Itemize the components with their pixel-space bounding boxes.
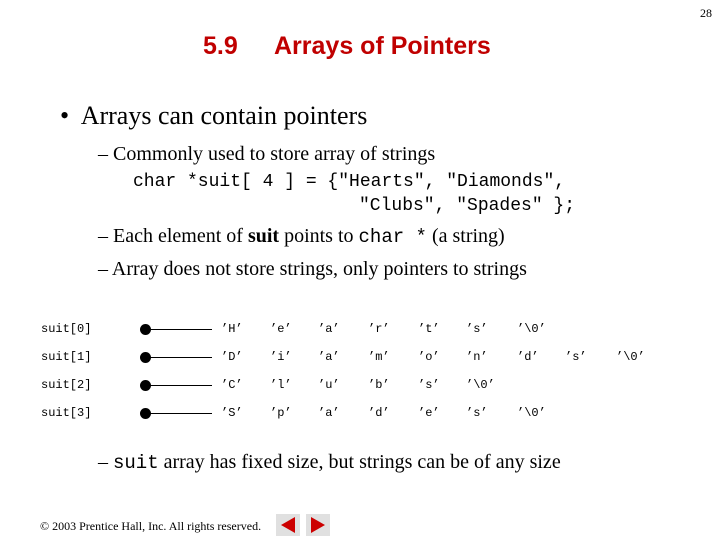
string-char: ’a’: [318, 322, 340, 336]
code-line-2: "Clubs", "Spades" };: [359, 196, 576, 216]
string-char: ’s’: [466, 406, 488, 420]
bullet-text: Arrays can contain pointers: [80, 101, 368, 130]
string-char: ’a’: [318, 350, 340, 364]
string-char: ’e’: [418, 406, 440, 420]
previous-slide-button[interactable]: [276, 514, 300, 536]
string-char: ’C’: [221, 378, 243, 392]
string-char: ’l’: [270, 378, 292, 392]
sub-bullet-2: [98, 225, 505, 248]
array-element-label: suit[2]: [41, 378, 92, 392]
main-bullet: [60, 101, 367, 131]
string-char: ’S’: [221, 406, 243, 420]
sub-bullet-2-pre: Each element of: [113, 225, 248, 247]
string-char: ’m’: [368, 350, 390, 364]
string-char: ’u’: [318, 378, 340, 392]
string-char: ’t’: [418, 322, 440, 336]
pointer-line: [150, 385, 212, 386]
sub-bullet-2-mid: points to: [279, 225, 359, 247]
dash: –: [98, 451, 108, 473]
string-char: ’s’: [466, 322, 488, 336]
array-element-label: suit[0]: [41, 322, 92, 336]
dash: –: [98, 258, 108, 280]
pointer-line: [150, 413, 212, 414]
slide-title: Arrays of Pointers: [274, 32, 491, 60]
suit-keyword: suit: [247, 225, 280, 247]
string-char: ’b’: [368, 378, 390, 392]
string-char: ’s’: [418, 378, 440, 392]
pointer-line: [150, 329, 212, 330]
string-char: ’i’: [270, 350, 292, 364]
array-element-label: suit[3]: [41, 406, 92, 420]
string-char: ’o’: [418, 350, 440, 364]
sub-bullet-4: [98, 451, 561, 474]
sub-bullet-3: [98, 258, 527, 281]
pointer-line: [150, 357, 212, 358]
dash: –: [98, 143, 108, 165]
string-char: ’p’: [270, 406, 292, 420]
dash: –: [98, 225, 108, 247]
right-arrow-icon: [306, 514, 330, 536]
string-char: ’e’: [270, 322, 292, 336]
string-char: ’\0’: [466, 378, 495, 392]
next-slide-button[interactable]: [306, 514, 330, 536]
string-char: ’\0’: [616, 350, 645, 364]
page-number: 28: [700, 6, 712, 20]
left-arrow-icon: [276, 514, 300, 536]
sub-bullet-1: [98, 143, 435, 166]
string-char: ’d’: [368, 406, 390, 420]
string-char: ’r’: [368, 322, 390, 336]
sub-bullet-2-post: (a string): [426, 225, 505, 247]
string-char: ’s’: [565, 350, 587, 364]
array-element-label: suit[1]: [41, 350, 92, 364]
string-char: ’D’: [221, 350, 243, 364]
code-line-1: char *suit[ 4 ] = {"Hearts", "Diamonds",: [133, 172, 566, 192]
slide-number: 5.9: [203, 32, 238, 60]
copyright: © 2003 Prentice Hall, Inc. All rights reserved.: [40, 519, 262, 533]
bullet-symbol: •: [60, 101, 70, 130]
sub-bullet-3-text: Array does not store strings, only pointers to strings: [111, 258, 527, 280]
suit-code: suit: [113, 452, 159, 474]
string-char: ’n’: [466, 350, 488, 364]
string-char: ’d’: [517, 350, 539, 364]
char-pointer-code: char *: [358, 226, 427, 248]
sub-bullet-4-text: array has fixed size, but strings can be of any size: [158, 451, 561, 473]
string-char: ’H’: [221, 322, 243, 336]
sub-bullet-1-text: Commonly used to store array of strings: [113, 143, 436, 165]
string-char: ’\0’: [517, 406, 546, 420]
string-char: ’\0’: [517, 322, 546, 336]
string-char: ’a’: [318, 406, 340, 420]
